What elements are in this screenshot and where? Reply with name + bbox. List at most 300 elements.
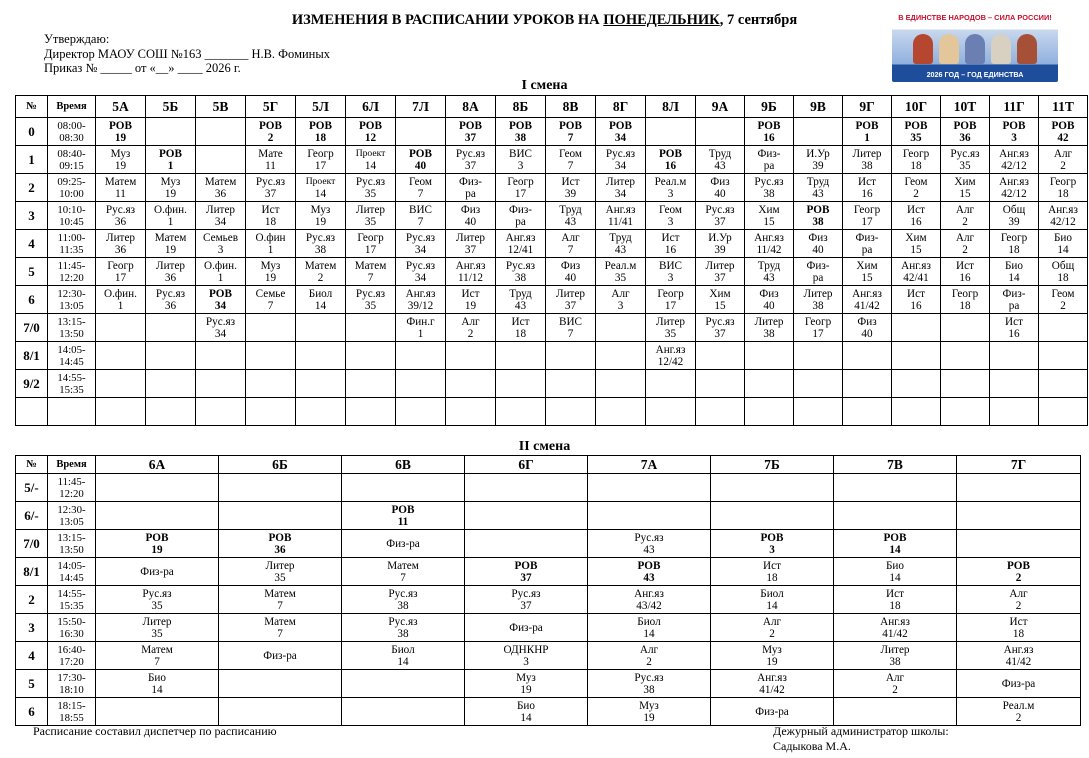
lesson-cell (711, 614, 834, 642)
room: 40 (861, 327, 873, 340)
subject: Анг.яз (852, 287, 882, 300)
lesson-cell (1039, 314, 1088, 342)
lesson-cell (990, 174, 1039, 202)
room: 15 (910, 243, 922, 256)
col-time: Время (48, 96, 96, 118)
subject: РОВ (883, 531, 907, 544)
subject: Алг (561, 231, 580, 244)
subject: Ист (886, 587, 904, 600)
subject: Анг.яз (880, 615, 910, 628)
subject: О.фин. (104, 287, 137, 300)
lesson-cell (745, 342, 794, 370)
room: 19 (151, 543, 163, 556)
room: ра (861, 243, 873, 256)
lesson-cell (794, 342, 843, 370)
room: 41/42 (882, 627, 908, 640)
lesson-cell (346, 202, 396, 230)
lesson-cell (745, 314, 794, 342)
room: 11/42 (756, 243, 782, 256)
subject: Геогр (853, 203, 881, 216)
time-start: 09:25- (57, 175, 86, 188)
lesson-number: 4 (16, 642, 48, 670)
subject: Ист (956, 259, 974, 272)
lesson-cell (296, 342, 346, 370)
lesson-cell (346, 146, 396, 174)
lesson-cell (596, 286, 646, 314)
subject: Матем (264, 587, 296, 600)
lesson-cell (246, 258, 296, 286)
class-header: 8В (546, 96, 596, 118)
class-header: 7Г (957, 456, 1081, 474)
subject: Геогр (107, 259, 134, 272)
subject: Рус.яз (105, 203, 136, 216)
lesson-cell (843, 202, 892, 230)
lesson-cell (941, 342, 990, 370)
lesson-cell (219, 670, 342, 698)
lesson-cell (446, 174, 496, 202)
subject: Фин.г (406, 315, 435, 328)
subject: Муз (310, 203, 331, 216)
subject: И.Ур (708, 231, 732, 244)
shift2-header-row (16, 456, 1081, 474)
room: 11/41 (607, 215, 634, 228)
subject: Физ- (806, 259, 830, 272)
time-start: 10:10- (57, 203, 86, 216)
subject: Био (885, 559, 904, 572)
room: 39 (812, 159, 824, 172)
subject: Матем (304, 259, 337, 272)
lesson-cell (465, 614, 588, 642)
room: 7 (417, 215, 424, 228)
lesson-cell (196, 146, 246, 174)
room: 14 (889, 571, 901, 584)
lesson-cell (711, 502, 834, 530)
lesson-cell (465, 502, 588, 530)
lesson-number: 3 (16, 614, 48, 642)
time-start: 17:30- (57, 671, 86, 684)
subject: ВИС (508, 147, 532, 160)
lesson-cell (496, 258, 546, 286)
subject: РОВ (855, 119, 879, 132)
time-start: 18:15- (57, 699, 86, 712)
lesson-cell (646, 342, 696, 370)
room: 3 (667, 215, 674, 228)
lesson-cell (196, 314, 246, 342)
lesson-cell (246, 202, 296, 230)
subject: Анг.яз (901, 259, 931, 272)
lesson-cell (843, 286, 892, 314)
lesson-number: 3 (16, 202, 48, 230)
lesson-cell (496, 230, 546, 258)
lesson-cell (196, 174, 246, 202)
room: 7 (567, 327, 574, 340)
subject: Геогр (507, 175, 534, 188)
footer-admin-name: Садыкова М.А. (773, 739, 851, 753)
lesson-cell (711, 474, 834, 502)
subject: РОВ (559, 119, 582, 132)
lesson-cell (957, 586, 1081, 614)
lesson-cell (711, 642, 834, 670)
lesson-cell (146, 202, 196, 230)
lesson-cell (957, 530, 1081, 558)
class-header: 8Б (496, 96, 546, 118)
subject: Геогр (804, 315, 832, 328)
subject: Геом (1051, 287, 1075, 300)
lesson-cell (745, 370, 794, 398)
room: ра (1008, 299, 1020, 312)
subject: Литер (142, 615, 172, 628)
subject: Физ (560, 259, 581, 272)
lesson-cell (446, 258, 496, 286)
room: 40 (464, 215, 477, 228)
subject: Геом (658, 203, 683, 216)
banner-year: 2026 ГОД – ГОД ЕДИНСТВА (926, 70, 1024, 79)
lesson-number: 7/0 (16, 530, 48, 558)
lesson-cell (646, 118, 696, 146)
subject: Общ (1051, 259, 1075, 272)
lesson-cell (96, 342, 146, 370)
subject: Ист (907, 203, 925, 216)
banner-illustration (910, 30, 1040, 64)
room: 40 (564, 271, 577, 284)
lesson-time (48, 614, 96, 642)
footer-admin-label: Дежурный администратор школы: (773, 724, 949, 738)
lesson-cell (296, 230, 346, 258)
lesson-cell (96, 398, 146, 426)
lesson-cell (219, 474, 342, 502)
room: 36 (164, 271, 177, 284)
subject: Мате (258, 147, 283, 160)
lesson-number: 8/1 (16, 558, 48, 586)
lesson-cell (396, 146, 446, 174)
lesson-cell (696, 118, 745, 146)
lesson-time (48, 230, 96, 258)
room: 16 (664, 159, 677, 172)
lesson-number: 0 (16, 118, 48, 146)
lesson-cell (496, 398, 546, 426)
room: 14 (889, 543, 901, 556)
lesson-row (16, 258, 1088, 286)
lesson-cell (941, 230, 990, 258)
lesson-cell (346, 118, 396, 146)
subject: Рус.яз (754, 175, 784, 188)
room: 1 (417, 327, 424, 340)
room: 19 (464, 299, 477, 312)
class-header: 6В (342, 456, 465, 474)
lesson-cell (696, 230, 745, 258)
room: 12/41 (507, 243, 534, 256)
subject: Геогр (657, 287, 684, 300)
lesson-time (48, 474, 96, 502)
room: 2 (913, 187, 919, 200)
room: 2 (962, 215, 968, 228)
lesson-cell (246, 370, 296, 398)
page-title: ИЗМЕНЕНИЯ В РАСПИСАНИИ УРОКОВ НА ПОНЕДЕЛЬНИК, 7 сентября (291, 12, 798, 28)
lesson-cell (588, 642, 711, 670)
room: 7 (567, 131, 574, 144)
lesson-cell (696, 286, 745, 314)
lesson-cell (196, 342, 246, 370)
lesson-cell (646, 146, 696, 174)
lesson-time (48, 502, 96, 530)
lesson-cell (146, 230, 196, 258)
subject: Рус.яз (155, 287, 186, 300)
room: 3 (667, 187, 674, 200)
subject: Матем (104, 175, 137, 188)
lesson-cell (957, 698, 1081, 726)
room: 1 (167, 159, 174, 172)
room: 18 (766, 571, 778, 584)
room: 37 (464, 159, 477, 172)
lesson-row (16, 474, 1081, 502)
subject: Био (516, 699, 535, 712)
subject: Проект (355, 147, 386, 159)
time-end: 15:35 (59, 599, 84, 612)
room: 1 (167, 215, 174, 228)
class-header: 5Г (246, 96, 296, 118)
subject: Хим (709, 287, 731, 300)
lesson-cell (96, 258, 146, 286)
lesson-cell (745, 230, 794, 258)
lesson-cell (957, 558, 1081, 586)
room: 43 (714, 159, 726, 172)
lesson-cell (219, 698, 342, 726)
lesson-cell (990, 314, 1039, 342)
class-header: 10Т (941, 96, 990, 118)
room: 38 (812, 215, 824, 228)
subject: Хим (758, 203, 780, 216)
subject: РОВ (806, 203, 830, 216)
lesson-cell (546, 202, 596, 230)
lesson-cell (246, 230, 296, 258)
lesson-time (48, 146, 96, 174)
lesson-cell (990, 342, 1039, 370)
lesson-cell (96, 118, 146, 146)
approval-block (44, 32, 330, 76)
lesson-cell (834, 642, 957, 670)
subject: Физ-ра (1001, 677, 1036, 690)
subject: ВИС (658, 259, 682, 272)
lesson-cell (396, 370, 446, 398)
subject: Матем (141, 643, 173, 656)
room: 38 (763, 327, 775, 340)
lesson-cell (1039, 286, 1088, 314)
lesson-cell (146, 258, 196, 286)
subject: РОВ (259, 119, 282, 132)
lesson-cell (446, 370, 496, 398)
subject: Рус.яз (505, 259, 536, 272)
subject: Муз (110, 147, 131, 160)
lesson-cell (941, 286, 990, 314)
room: 12 (364, 131, 377, 144)
subject: Анг.яз (634, 587, 664, 600)
lesson-row (16, 174, 1088, 202)
subject: Геогр (307, 147, 334, 160)
room: 14 (1057, 243, 1069, 256)
room: 14 (151, 683, 163, 696)
child-figure (939, 34, 959, 64)
subject: Ист (511, 315, 530, 328)
room: 34 (614, 159, 627, 172)
lesson-cell (465, 558, 588, 586)
lesson-cell (396, 286, 446, 314)
lesson-cell (596, 314, 646, 342)
room: 14 (397, 655, 409, 668)
lesson-cell (96, 286, 146, 314)
room: 3 (617, 299, 624, 312)
subject: Литер (455, 231, 486, 244)
lesson-cell (892, 398, 941, 426)
lesson-cell (96, 502, 219, 530)
subject: Анг.яз (405, 287, 436, 300)
room: 15 (714, 299, 726, 312)
lesson-time (48, 342, 96, 370)
lesson-cell (146, 146, 196, 174)
room: 18 (514, 327, 527, 340)
lesson-cell (957, 642, 1081, 670)
class-header: 9В (794, 96, 843, 118)
lesson-cell (546, 174, 596, 202)
room: 35 (614, 271, 627, 284)
room: 7 (367, 271, 374, 284)
lesson-cell (588, 502, 711, 530)
room: 38 (314, 243, 327, 256)
room: 16 (763, 131, 775, 144)
room: 16 (959, 271, 971, 284)
room: 35 (664, 327, 677, 340)
class-header: 6Л (346, 96, 396, 118)
child-figure (965, 34, 985, 64)
lesson-cell (396, 118, 446, 146)
subject: Анг.яз (655, 343, 686, 356)
lesson-cell (219, 558, 342, 586)
subject: Биол (637, 615, 661, 628)
lesson-cell (196, 398, 246, 426)
subject: Муз (516, 671, 536, 684)
subject: Геогр (1000, 231, 1028, 244)
lesson-cell (596, 398, 646, 426)
lesson-cell (342, 474, 465, 502)
lesson-row (16, 342, 1088, 370)
lesson-cell (596, 342, 646, 370)
room: 34 (214, 299, 227, 312)
lesson-cell (941, 258, 990, 286)
lesson-cell (892, 174, 941, 202)
lesson-cell (941, 370, 990, 398)
subject: Матем (387, 559, 419, 572)
time-end: 09:15 (59, 159, 84, 172)
lesson-row (16, 502, 1081, 530)
lesson-cell (696, 342, 745, 370)
lesson-cell (346, 174, 396, 202)
lesson-cell (446, 398, 496, 426)
time-start: 14:05- (57, 343, 86, 356)
subject: Алг (461, 315, 480, 328)
lesson-cell (196, 370, 246, 398)
lesson-cell (843, 398, 892, 426)
room: 11 (397, 515, 409, 528)
lesson-cell (892, 118, 941, 146)
subject: Рус.яз (255, 175, 286, 188)
lesson-cell (546, 314, 596, 342)
subject: Литер (265, 559, 295, 572)
lesson-time (48, 118, 96, 146)
lesson-cell (346, 370, 396, 398)
class-header: 9Г (843, 96, 892, 118)
subject: Физ-ра (263, 649, 297, 662)
lesson-cell (941, 314, 990, 342)
room: 43/42 (636, 599, 662, 612)
subject: Ист (461, 287, 480, 300)
time-end: 13:05 (59, 299, 84, 312)
lesson-cell (146, 118, 196, 146)
room: 14 (766, 599, 778, 612)
room: 35 (151, 599, 163, 612)
room: 34 (614, 187, 627, 200)
subject: Ист (1005, 315, 1023, 328)
subject: РОВ (904, 119, 928, 132)
subject: РОВ (609, 119, 632, 132)
room: 43 (614, 243, 627, 256)
lesson-row (16, 558, 1081, 586)
room: 43 (812, 187, 824, 200)
subject: РОВ (145, 531, 169, 544)
room: 41/42 (1005, 655, 1032, 668)
col-time: Время (48, 456, 96, 474)
room: 18 (314, 131, 327, 144)
room: 2 (317, 271, 324, 284)
lesson-cell (346, 258, 396, 286)
room: 3 (667, 271, 674, 284)
subject: Биол (391, 643, 415, 656)
lesson-number: 5/- (16, 474, 48, 502)
lesson-cell (296, 314, 346, 342)
subject: РОВ (209, 287, 232, 300)
room: 7 (277, 627, 283, 640)
lesson-cell (496, 118, 546, 146)
room: 38 (812, 299, 824, 312)
lesson-cell (496, 314, 546, 342)
room: 39 (714, 243, 726, 256)
subject: Биол (760, 587, 784, 600)
child-figure (1017, 34, 1037, 64)
lesson-cell (346, 286, 396, 314)
subject: Алг (611, 287, 630, 300)
lesson-cell (892, 230, 941, 258)
subject: Физ- (757, 147, 781, 160)
subject: Физ-ра (386, 537, 420, 550)
lesson-cell (941, 118, 990, 146)
shift1-title: I смена (521, 78, 568, 93)
lesson-cell (296, 398, 346, 426)
lesson-cell (834, 474, 957, 502)
time-end: 14:45 (59, 355, 84, 368)
subject: Ист (261, 203, 280, 216)
class-header: 11Т (1039, 96, 1088, 118)
room: 16 (910, 215, 922, 228)
room: 34 (214, 327, 227, 340)
subject: Алг (955, 231, 975, 244)
lesson-cell (96, 230, 146, 258)
class-header: 6Б (219, 456, 342, 474)
room: 14 (1008, 271, 1020, 284)
subject: Литер (880, 643, 910, 656)
lesson-cell (892, 202, 941, 230)
time-start: 11:45- (57, 259, 86, 272)
subject: Физ (460, 203, 481, 216)
subject: Литер (355, 203, 386, 216)
time-start: 12:30- (57, 503, 86, 516)
